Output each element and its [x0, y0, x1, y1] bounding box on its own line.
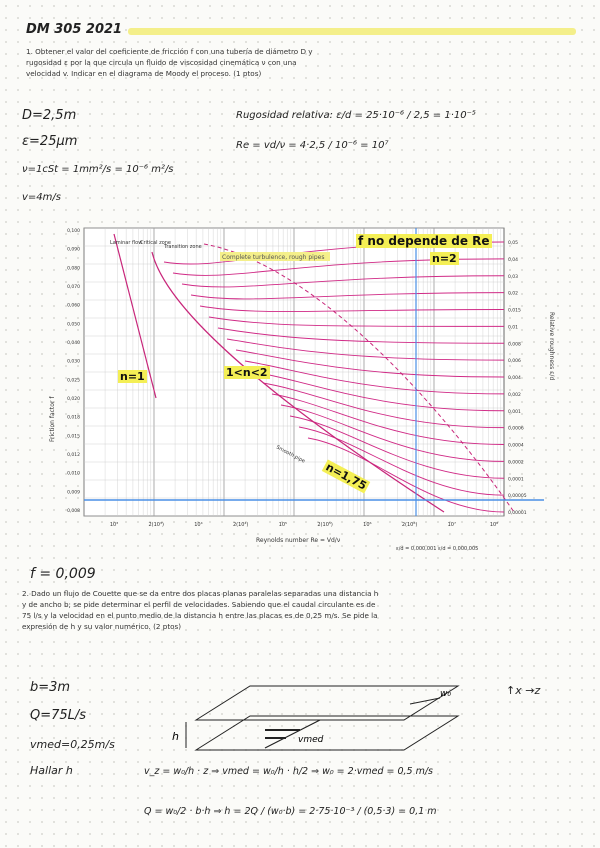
- left-tick-label: 0,060: [67, 303, 80, 309]
- left-tick-label: 0,040: [67, 341, 80, 346]
- left-tick-label: 0,025: [67, 378, 80, 384]
- h-label: h: [172, 730, 179, 743]
- question-1: 1. Obtener el valor del coeficiente de fricción f con una tubería de diámetro D y rugosidad ε por la que circula un fluido de viscosidad cinemática ν con una velocidad v. Indicar en el diagrama de Moody el proceso. (1 ptos): [26, 47, 313, 78]
- right-tick-label: 0,002: [508, 392, 521, 398]
- right-tick-label: 0,008: [508, 342, 521, 348]
- left-ticks: [67, 228, 80, 514]
- left-tick-label: 0,018: [67, 415, 80, 421]
- right-ticks: [508, 240, 527, 516]
- header-highlight: [128, 28, 576, 35]
- page-title: DM 305 2021: [26, 22, 123, 37]
- right-tick-label: 0,00005: [508, 494, 527, 500]
- xlabel: Reynolds number Re = Vd/ν: [256, 537, 341, 544]
- zone-complete: Complete turbulence, rough pipes: [222, 254, 325, 261]
- u0-label: w₀: [440, 689, 451, 699]
- left-tick-label: 0,012: [67, 453, 80, 458]
- left-tick-label: 0,050: [67, 322, 80, 328]
- zone-smooth: Smooth pipe: [275, 444, 306, 465]
- right-tick-label: 0,0004: [508, 443, 524, 449]
- given-find: Hallar h: [30, 764, 73, 777]
- upper-plate: [196, 686, 458, 720]
- left-tick-label: 0,015: [67, 434, 80, 440]
- left-tick-label: 0,009: [67, 490, 80, 496]
- lower-plate: [196, 716, 458, 750]
- left-tick-label: 0,020: [67, 397, 80, 402]
- right-tick-label: 0,004: [508, 376, 521, 381]
- right-tick-label: 0,015: [508, 308, 521, 314]
- given-Q: Q=75L/s: [30, 708, 87, 723]
- relative-roughness-calc: Rugosidad relativa: ε/d = 25·10⁻⁶ / 2,5 = 1·10⁻⁵: [236, 110, 476, 121]
- left-tick-label: 0,008: [67, 509, 80, 514]
- x-tick-label: 10⁸: [489, 522, 499, 528]
- zone-laminar: Laminar flow: [110, 240, 143, 246]
- left-tick-label: 0,090: [67, 247, 80, 253]
- vmed-label: vmed: [298, 735, 324, 745]
- annotation-f-independent: f no depende de Re: [358, 234, 490, 248]
- given-v: v=4m/s: [22, 192, 61, 203]
- left-tick-label: 0,010: [67, 471, 80, 477]
- right-tick-label: 0,04: [508, 257, 519, 263]
- right-tick-label: 0,0001: [508, 477, 524, 483]
- right-tick-label: 0,01: [508, 325, 519, 331]
- given-epsilon: ε=25μm: [22, 134, 78, 149]
- annotation-n1-2: 1<n<2: [226, 366, 268, 379]
- given-D: D=2,5m: [22, 108, 77, 123]
- left-tick-label: 0,080: [67, 266, 80, 272]
- x-tick-label: 10⁵: [278, 522, 288, 528]
- right-tick-label: 0,05: [508, 241, 519, 246]
- x-tick-label: 2(10⁶): [401, 522, 418, 528]
- left-tick-label: 0,070: [67, 285, 80, 290]
- x-ticks: [110, 522, 498, 528]
- couette-diagram: [160, 678, 470, 758]
- axes-indicator: ↑x →z: [506, 684, 541, 697]
- x-tick-label: 10⁶: [363, 522, 372, 528]
- x-tick-label: 2(10⁴): [232, 522, 249, 528]
- question-2: 2. Dado un flujo de Couette que se da entre dos placas planas paralelas separadas una distancia h y de ancho b; se pide determinar el perfil de velocidades. Sabiendo que el caudal circulante es de 75 l/s y la velocidad en el punto medio de la distancia h entre las placas es de 0,25 m/s. Se pide la expresión de h y su valor numérico. (2 ptos): [22, 589, 379, 631]
- annotation-n175: n=1,75: [323, 460, 369, 493]
- annotation-n1: n=1: [120, 370, 145, 383]
- right-tick-label: 0,00001: [508, 511, 527, 516]
- x-tick-label: 10³: [109, 522, 119, 528]
- x-tick-label: 10⁷: [447, 522, 456, 528]
- top-velocity-arrow: [410, 698, 440, 704]
- answer-1: f = 0,009: [30, 566, 96, 582]
- moody-diagram: [44, 222, 556, 552]
- given-b: b=3m: [30, 680, 71, 695]
- right-tick-label: 0,02: [508, 291, 519, 297]
- x-tick-label: 2(10³): [148, 522, 164, 528]
- zone-critical: Critical zone: [140, 240, 172, 246]
- ylabel-left: Friction factor f: [49, 396, 56, 442]
- given-nu: ν=1cSt = 1mm²/s = 10⁻⁶ m²/s: [22, 164, 174, 175]
- left-tick-label: 0,100: [67, 229, 80, 234]
- ylabel-right: Relative roughness ε/d: [548, 312, 555, 381]
- x-tick-label: 2(10⁵): [317, 522, 333, 528]
- couette-eq-1: v_z = w₀/h · z ⇒ vmed = w₀/h · h/2 ⇒ w₀ = 2·vmed = 0,5 m/s: [144, 766, 434, 777]
- reynolds-calc: Re = vd/ν = 4·2,5 / 10⁻⁶ = 10⁷: [236, 140, 389, 151]
- left-tick-label: 0,030: [67, 359, 80, 365]
- couette-eq-2: Q = w₀/2 · b·h ⇒ h = 2Q / (w₀·b) = 2·75·10⁻³ / (0,5·3) = 0,1 m: [144, 806, 437, 817]
- zone-transition: Transition zone: [164, 244, 202, 250]
- moody-svg: [44, 222, 556, 552]
- given-vmed: vmed=0,25m/s: [30, 738, 115, 751]
- right-tick-label: 0,03: [508, 274, 519, 280]
- right-tick-label: 0,001: [508, 409, 521, 415]
- right-tick-label: 0,006: [508, 359, 521, 365]
- annotation-n2: n=2: [432, 252, 457, 265]
- x-tick-label: 10⁴: [194, 522, 203, 528]
- right-tick-label: 0,0002: [508, 460, 524, 466]
- right-tick-label: 0,0006: [508, 426, 524, 432]
- below-note: ε/d = 0,000,001 ε/d = 0,000,005: [396, 546, 479, 552]
